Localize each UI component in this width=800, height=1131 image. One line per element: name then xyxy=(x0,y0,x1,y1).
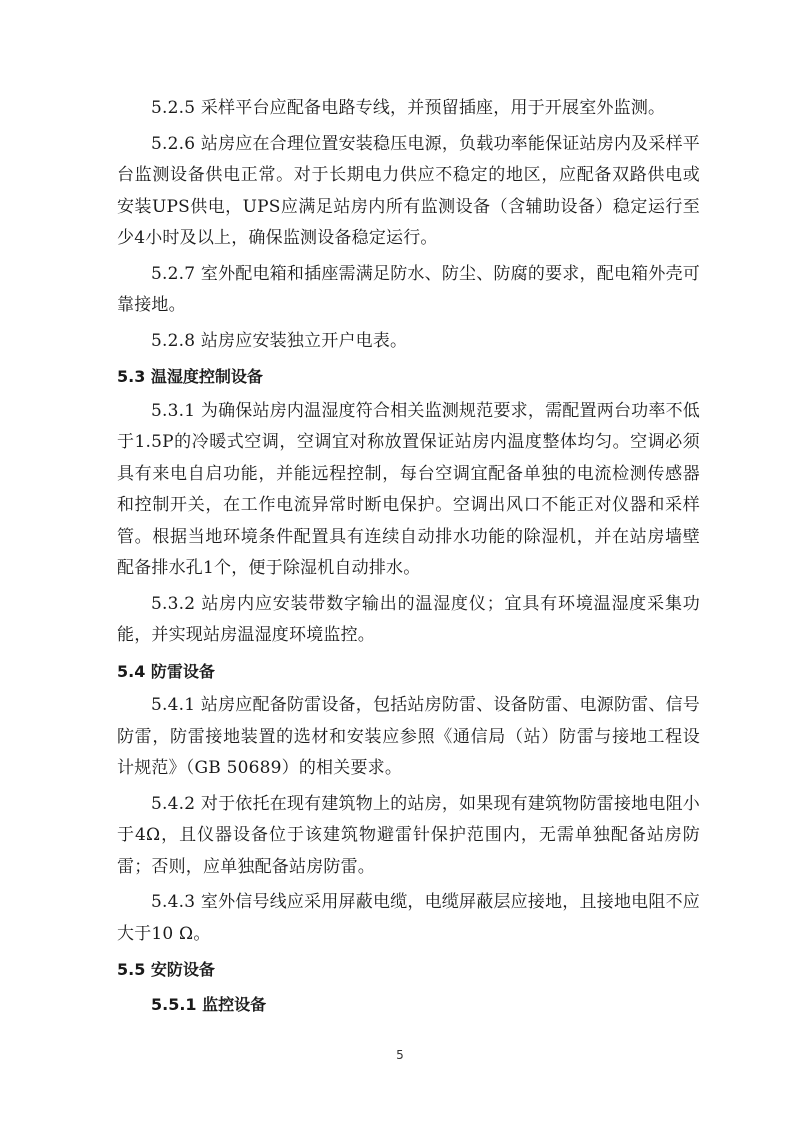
section-heading-5-3: 5.3 温湿度控制设备 xyxy=(117,367,263,386)
section-heading-5-4: 5.4 防雷设备 xyxy=(117,661,215,681)
paragraph-5-4-2: 5.4.2 对于依托在现有建筑物上的站房，如果现有建筑物防雷接地电阻小于4Ω，且仪器设备位于该建筑物避雷针保护范围内，无需单独配备站房防雷；否则，应单独配备站房防雷。 xyxy=(117,793,700,877)
paragraph-5-3-2: 5.3.2 站房内应安装带数字输出的温湿度仪；宜具有环境温湿度采集功能，并实现站房温湿度环境监控。 xyxy=(117,593,700,645)
subsection-heading-5-5-1: 5.5.1 监控设备 xyxy=(151,994,267,1014)
paragraph-5-2-8: 5.2.8 站房应安装独立开户电表。 xyxy=(151,330,408,351)
page-number: 5 xyxy=(396,1048,404,1062)
paragraph-5-3-1: 5.3.1 为确保站房内温湿度符合相关监测规范要求，需配置两台功率不低于1.5P的冷暖式空调，空调宜对称放置保证站房内温度整体均匀。空调必须具有来电自启功能，并能远程控制，每台空调宜配备单独的电流检测传感器和控制开关，在工作电流异常时断电保护。空调出风口不能正对仪器和采样管。根据当地环境条件配置具有连续自动排水功能的除湿机，并在站房墙壁配备排水孔1个，便于除湿机自动排水。 xyxy=(117,400,700,578)
paragraph-5-2-6: 5.2.6 站房应在合理位置安装稳压电源，负载功率能保证站房内及采样平台监测设备供电正常。对于长期电力供应不稳定的地区，应配备双路供电或安装UPS供电，UPS应满足站房内所有监测设备（含辅助设备）稳定运行至少4小时及以上，确保监测设备稳定运行。 xyxy=(117,133,700,248)
paragraph-5-4-3: 5.4.3 室外信号线应采用屏蔽电缆，电缆屏蔽层应接地，且接地电阻不应大于10 Ω。 xyxy=(117,892,700,944)
paragraph-5-2-5: 5.2.5 采样平台应配备电路专线，并预留插座，用于开展室外监测。 xyxy=(151,98,666,118)
paragraph-5-4-1: 5.4.1 站房应配备防雷设备，包括站房防雷、设备防雷、电源防雷、信号防雷，防雷接地装置的选材和安装应参照《通信局（站）防雷与接地工程设计规范》（GB 50689）的相关要求。 xyxy=(117,695,700,778)
page-content xyxy=(117,93,700,1020)
section-heading-5-5: 5.5 安防设备 xyxy=(117,960,215,979)
paragraph-5-2-7: 5.2.7 室外配电箱和插座需满足防水、防尘、防腐的要求，配电箱外壳可靠接地。 xyxy=(117,263,700,315)
